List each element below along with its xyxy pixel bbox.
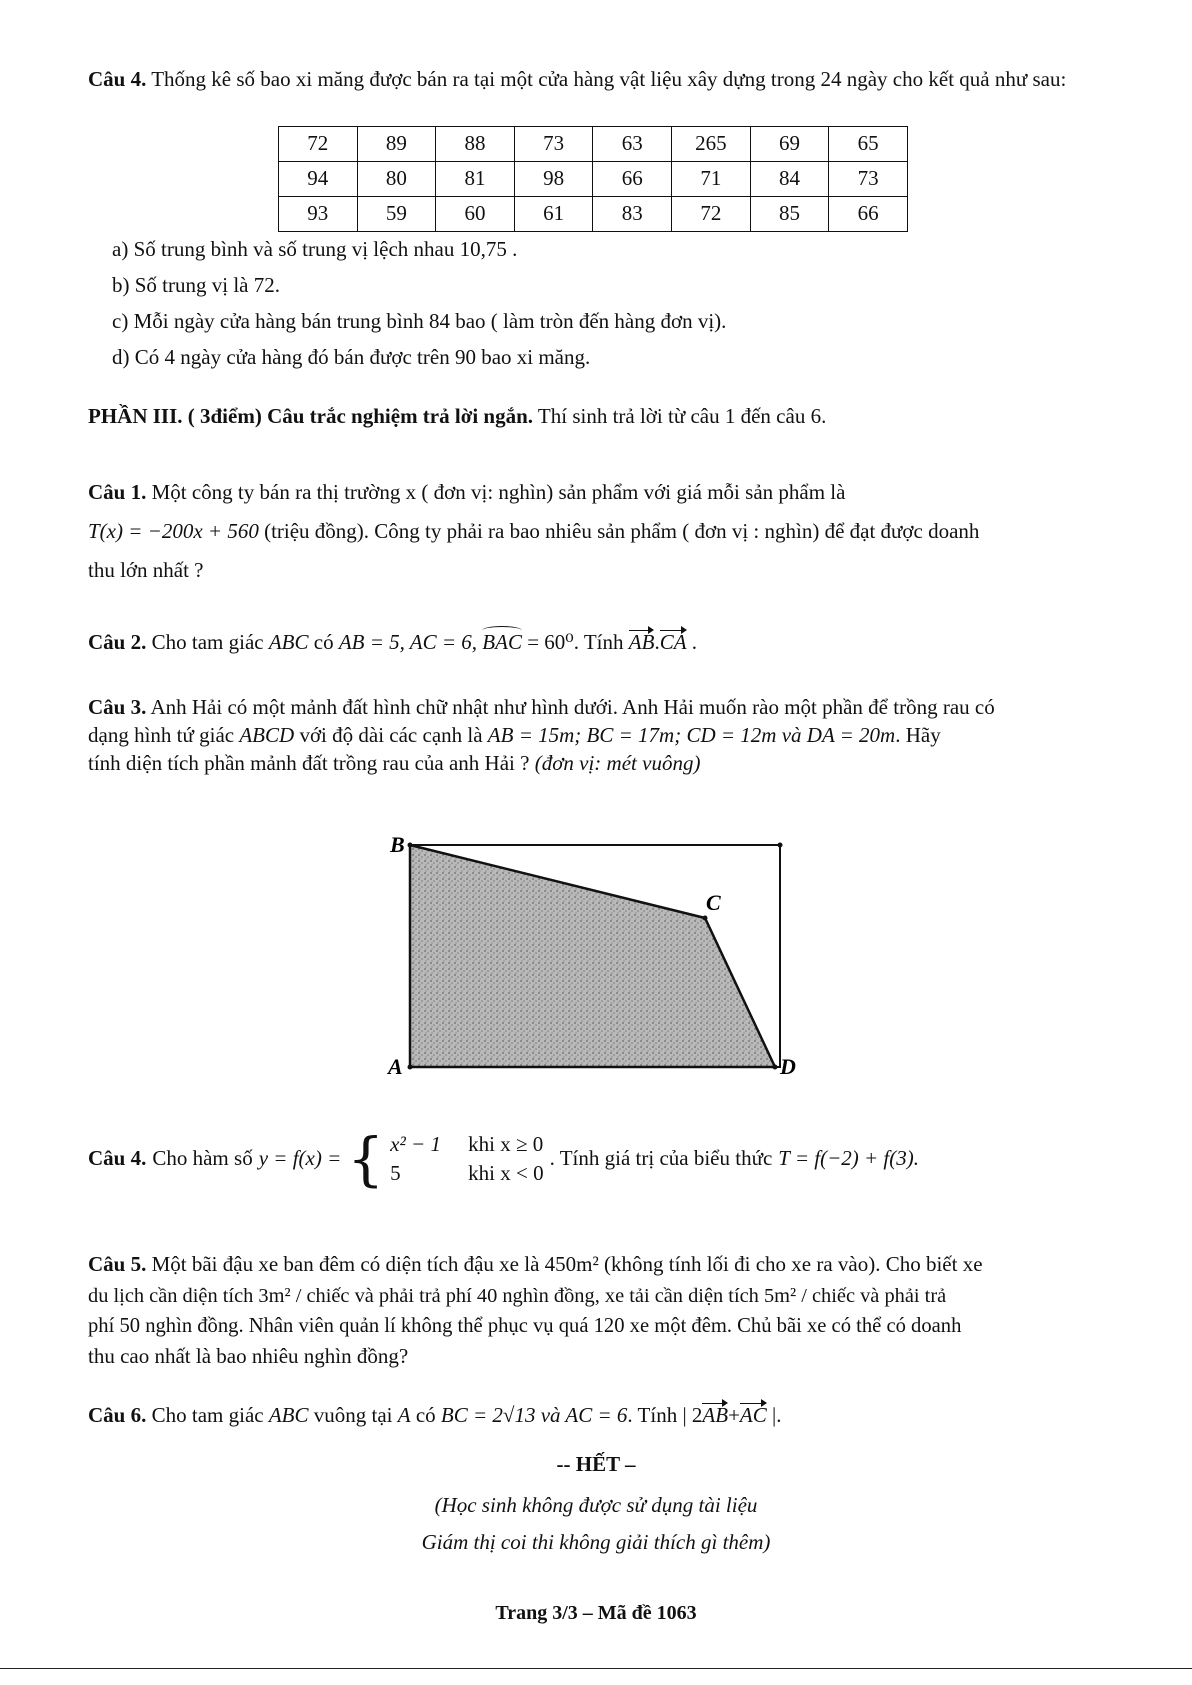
page-footer: Trang 3/3 – Mã đề 1063 — [495, 1602, 697, 1624]
q5-line4: thu cao nhất là bao nhiêu nghìn đồng? — [88, 1344, 409, 1368]
q2-angle-value: = 60⁰. — [527, 630, 579, 654]
q4-stats-text: Thống kê số bao xi măng được bán ra tại một cửa hàng vật liệu xây dựng trong 24 ngày cho kết quả như sau: — [151, 67, 1067, 91]
vertex-label-c: C — [706, 890, 721, 915]
sales-table — [278, 126, 908, 232]
table-cell: 72 — [672, 197, 751, 232]
q6-vector-ac: AC — [740, 1402, 767, 1429]
q4f-case2-cond: khi x < 0 — [468, 1161, 544, 1185]
q6-vector-ab: AB — [702, 1402, 728, 1429]
q6-label: Câu 6. — [88, 1403, 147, 1427]
table-cell: 73 — [514, 127, 593, 162]
q4-option-b: b) Số trung vị là 72. — [112, 273, 280, 297]
q1-text1: Một công ty bán ra thị trường x ( đơn vị: nghìn) sản phẩm với giá mỗi sản phẩm là — [151, 480, 846, 504]
q6-vertex: A — [397, 1403, 411, 1427]
table-cell: 72 — [279, 127, 358, 162]
table-cell: 88 — [436, 127, 515, 162]
q2-label: Câu 2. — [88, 630, 147, 654]
q2-vector-ca: CA — [660, 629, 687, 656]
q2-end: . — [691, 630, 698, 654]
part3-heading-line — [88, 403, 1108, 430]
q1-formula: T(x) = −200x + 560 — [88, 519, 259, 543]
table-cell: 81 — [436, 162, 515, 197]
q1-line2 — [88, 518, 1108, 545]
table-cell: 73 — [829, 162, 908, 197]
q4f-case1-expr: x² − 1 — [390, 1131, 441, 1156]
q3-line2 — [88, 722, 1108, 749]
q1-line3: thu lớn nhất ? — [88, 558, 204, 582]
q4f-pre: Cho hàm số — [152, 1146, 253, 1171]
q4f-case2-expr: 5 — [390, 1161, 401, 1185]
q5-line2: du lịch cần diện tích 3m² / chiếc và phải trả phí 40 nghìn đồng, xe tải cần diện tích 5m² / chiếc và phải trả — [88, 1285, 947, 1307]
q6-expr-open: | 2 — [682, 1403, 703, 1427]
table-cell: 83 — [593, 197, 672, 232]
q5-text1: Một bãi đậu xe ban đêm có diện tích đậu xe là 450m² (không tính lối đi cho xe ra vào). Cho biết xe — [151, 1252, 983, 1276]
q4-stats-question — [88, 66, 1108, 93]
q3-quad: ABCD — [239, 723, 295, 747]
land-figure — [370, 830, 810, 1082]
table-cell: 89 — [357, 127, 436, 162]
q3-label: Câu 3. — [88, 695, 147, 719]
end-note-1: (Học sinh không được sử dụng tài liệu — [434, 1493, 758, 1517]
end-note-2: Giám thị coi thi không giải thích gì thêm) — [421, 1530, 771, 1554]
q6-mid: vuông tại — [313, 1403, 393, 1427]
q3-text3: tính diện tích phần mảnh đất trồng rau của anh Hải ? — [88, 751, 530, 775]
table-cell: 65 — [829, 127, 908, 162]
q2-co: có — [313, 630, 334, 654]
q5-label: Câu 5. — [88, 1252, 147, 1276]
q3-text2c: . Hãy — [895, 723, 941, 747]
q4f-label: Câu 4. — [88, 1146, 147, 1171]
q6-pre: Cho tam giác — [151, 1403, 264, 1427]
q2-triangle: ABC — [268, 630, 309, 654]
table-cell: 69 — [750, 127, 829, 162]
q6-co: có — [415, 1403, 436, 1427]
table-cell: 63 — [593, 127, 672, 162]
q4f-case1-cond: khi x ≥ 0 — [468, 1131, 544, 1156]
table-cell: 94 — [279, 162, 358, 197]
q3-line3 — [88, 750, 1108, 777]
q2-pre: Cho tam giác — [151, 630, 264, 654]
q4f-line — [88, 1124, 1108, 1194]
table-cell: 265 — [672, 127, 751, 162]
q3-text2a: dạng hình tứ giác — [88, 723, 235, 747]
end-marker: -- HẾT – — [556, 1452, 636, 1476]
table-cell: 85 — [750, 197, 829, 232]
q5-line3: phí 50 nghìn đồng. Nhân viên quản lí không thể phục vụ quá 120 xe một đêm. Chủ bãi xe có thể có doanh — [88, 1315, 962, 1337]
q4-option-d: d) Có 4 ngày cửa hàng đó bán được trên 90 bao xi măng. — [112, 345, 591, 369]
bottom-rule — [0, 1668, 1192, 1669]
q3-sides: AB = 15m; BC = 17m; CD = 12m và DA = 20m — [487, 723, 896, 747]
table-row — [279, 127, 908, 162]
q1-text2: (triệu đồng). Công ty phải ra bao nhiêu sản phẩm ( đơn vị : nghìn) để đạt được doanh — [264, 519, 980, 543]
table-cell: 66 — [593, 162, 672, 197]
q3-line1 — [88, 694, 1108, 721]
q6-plus: + — [728, 1403, 740, 1427]
table-row — [279, 162, 908, 197]
vertex-label-d: D — [780, 1054, 796, 1079]
q4f-post: . Tính giá trị của biểu thức — [549, 1146, 773, 1171]
table-cell: 71 — [672, 162, 751, 197]
q4f-brace: { — [347, 1125, 385, 1193]
q6-triangle: ABC — [268, 1403, 309, 1427]
vertex-label-a: A — [388, 1054, 403, 1079]
q3-unit: (đơn vị: mét vuông) — [534, 751, 701, 775]
q3-text2b: với độ dài các cạnh là — [299, 723, 483, 747]
q4-option-a: a) Số trung bình và số trung vị lệch nhau 10,75 . — [112, 237, 518, 261]
q2-line: Câu 2. Cho tam giác ABC có AB = 5, AC = 6, BAC = 60⁰. Tính AB.CA . — [88, 629, 1108, 656]
q4f-func: y = f(x) = — [258, 1146, 342, 1171]
table-cell: 60 — [436, 197, 515, 232]
q6-expr-close: |. — [766, 1403, 782, 1427]
q2-vector-ab: AB — [629, 629, 655, 656]
table-cell: 59 — [357, 197, 436, 232]
q4-stats-label: Câu 4. — [88, 67, 147, 91]
q1-label: Câu 1. — [88, 480, 147, 504]
q4f-cases — [390, 1130, 543, 1189]
table-cell: 66 — [829, 197, 908, 232]
table-cell: 98 — [514, 162, 593, 197]
garden-quadrilateral — [410, 845, 775, 1067]
table-cell: 84 — [750, 162, 829, 197]
q2-angle: BAC — [482, 629, 522, 656]
q2-ask: Tính — [583, 630, 624, 654]
q3-text1: Anh Hải có một mảnh đất hình chữ nhật như hình dưới. Anh Hải muốn rào một phần để trồng rau có — [150, 695, 995, 719]
q6-ask: . Tính — [627, 1403, 678, 1427]
q2-given: AB = 5, AC = 6, — [338, 630, 478, 654]
q4f-expr: T = f(−2) + f(3). — [778, 1146, 920, 1171]
q6-given: BC = 2√13 và AC = 6 — [440, 1403, 628, 1427]
q5-line1 — [88, 1251, 1108, 1278]
q6-line — [88, 1402, 1108, 1429]
table-cell: 80 — [357, 162, 436, 197]
table-row — [279, 197, 908, 232]
table-cell: 61 — [514, 197, 593, 232]
vertex-label-b: B — [390, 832, 405, 857]
q1-line1 — [88, 479, 1108, 506]
table-cell: 93 — [279, 197, 358, 232]
part3-heading: PHẦN III. ( 3điểm) Câu trắc nghiệm trả lời ngắn. — [88, 404, 534, 428]
q4-option-c: c) Mỗi ngày cửa hàng bán trung bình 84 bao ( làm tròn đến hàng đơn vị). — [112, 309, 727, 333]
part3-instruction: Thí sinh trả lời từ câu 1 đến câu 6. — [537, 404, 827, 428]
